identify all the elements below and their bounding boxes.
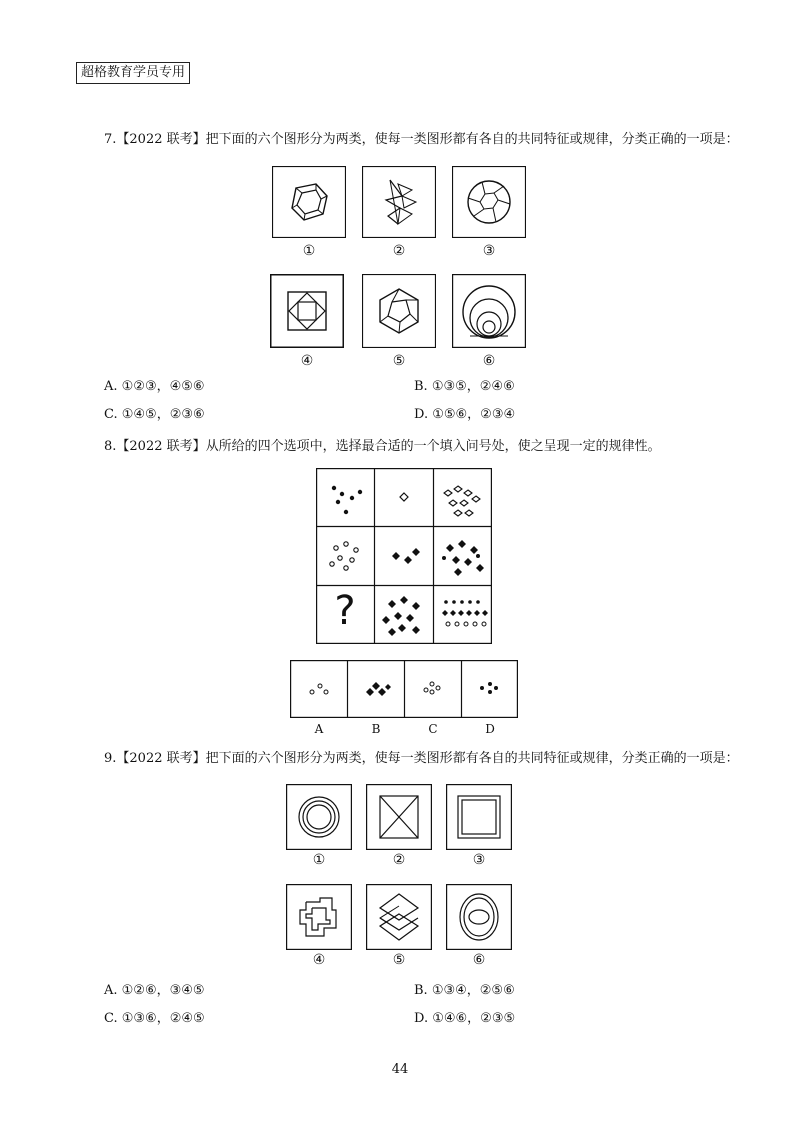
q9-figure-1-label: ① xyxy=(312,852,326,868)
q9-figure-4 xyxy=(286,884,352,950)
question-7-stem: 7.【2022 联考】把下面的六个图形分为两类，使每一类图形都有各自的共同特征或规律，分类正确的一项是： xyxy=(104,132,739,147)
q9-figure-3-label: ③ xyxy=(472,852,486,868)
q8-question-mark: ? xyxy=(334,588,356,634)
q7-option-b: B. ①③⑤，②④⑥ xyxy=(414,379,515,394)
q9-option-d: D. ①④⑥，②③⑤ xyxy=(414,1011,516,1026)
q7-figure-1 xyxy=(272,166,346,238)
q9-figure-4-label: ④ xyxy=(312,952,326,968)
q9-figure-1 xyxy=(286,784,352,850)
q9-figure-6 xyxy=(446,884,512,950)
q7-figure-2-label: ② xyxy=(392,243,406,259)
q7-figure-4-label: ④ xyxy=(300,353,314,369)
question-8-stem: 8.【2022 联考】从所给的四个选项中，选择最合适的一个填入问号处，使之呈现一定的规律性。 xyxy=(104,439,661,454)
header-label: 超格教育学员专用 xyxy=(76,62,190,84)
question-9-stem: 9.【2022 联考】把下面的六个图形分为两类，使每一类图形都有各自的共同特征或规律，分类正确的一项是： xyxy=(104,751,739,766)
q8-answer-d-label: D xyxy=(485,722,495,736)
q7-figure-6-label: ⑥ xyxy=(482,353,496,369)
q7-option-d: D. ①⑤⑥，②③④ xyxy=(414,407,516,422)
q7-figure-4 xyxy=(270,274,344,348)
q9-option-c: C. ①③⑥，②④⑤ xyxy=(104,1011,205,1026)
q7-figure-1-label: ① xyxy=(302,243,316,259)
q7-figure-5 xyxy=(362,274,436,348)
q9-figure-5 xyxy=(366,884,432,950)
q7-option-c: C. ①④⑤，②③⑥ xyxy=(104,407,205,422)
q9-option-b: B. ①③④，②⑤⑥ xyxy=(414,983,515,998)
q7-option-a: A. ①②③，④⑤⑥ xyxy=(104,379,205,394)
page-number: 44 xyxy=(391,1062,409,1077)
q7-figure-3-label: ③ xyxy=(482,243,496,259)
q8-answer-c-label: C xyxy=(428,722,438,736)
q8-answer-b-label: B xyxy=(371,722,381,736)
q9-figure-2-label: ② xyxy=(392,852,406,868)
q7-figure-3 xyxy=(452,166,526,238)
q9-figure-5-label: ⑤ xyxy=(392,952,406,968)
q8-answer-a-label: A xyxy=(314,722,324,736)
q9-figure-3 xyxy=(446,784,512,850)
q7-figure-6 xyxy=(452,274,526,348)
q9-figure-2 xyxy=(366,784,432,850)
q7-figure-2 xyxy=(362,166,436,238)
q7-figure-5-label: ⑤ xyxy=(392,353,406,369)
q9-figure-6-label: ⑥ xyxy=(472,952,486,968)
q8-answer-row xyxy=(290,660,518,718)
q9-option-a: A. ①②⑥，③④⑤ xyxy=(104,983,205,998)
